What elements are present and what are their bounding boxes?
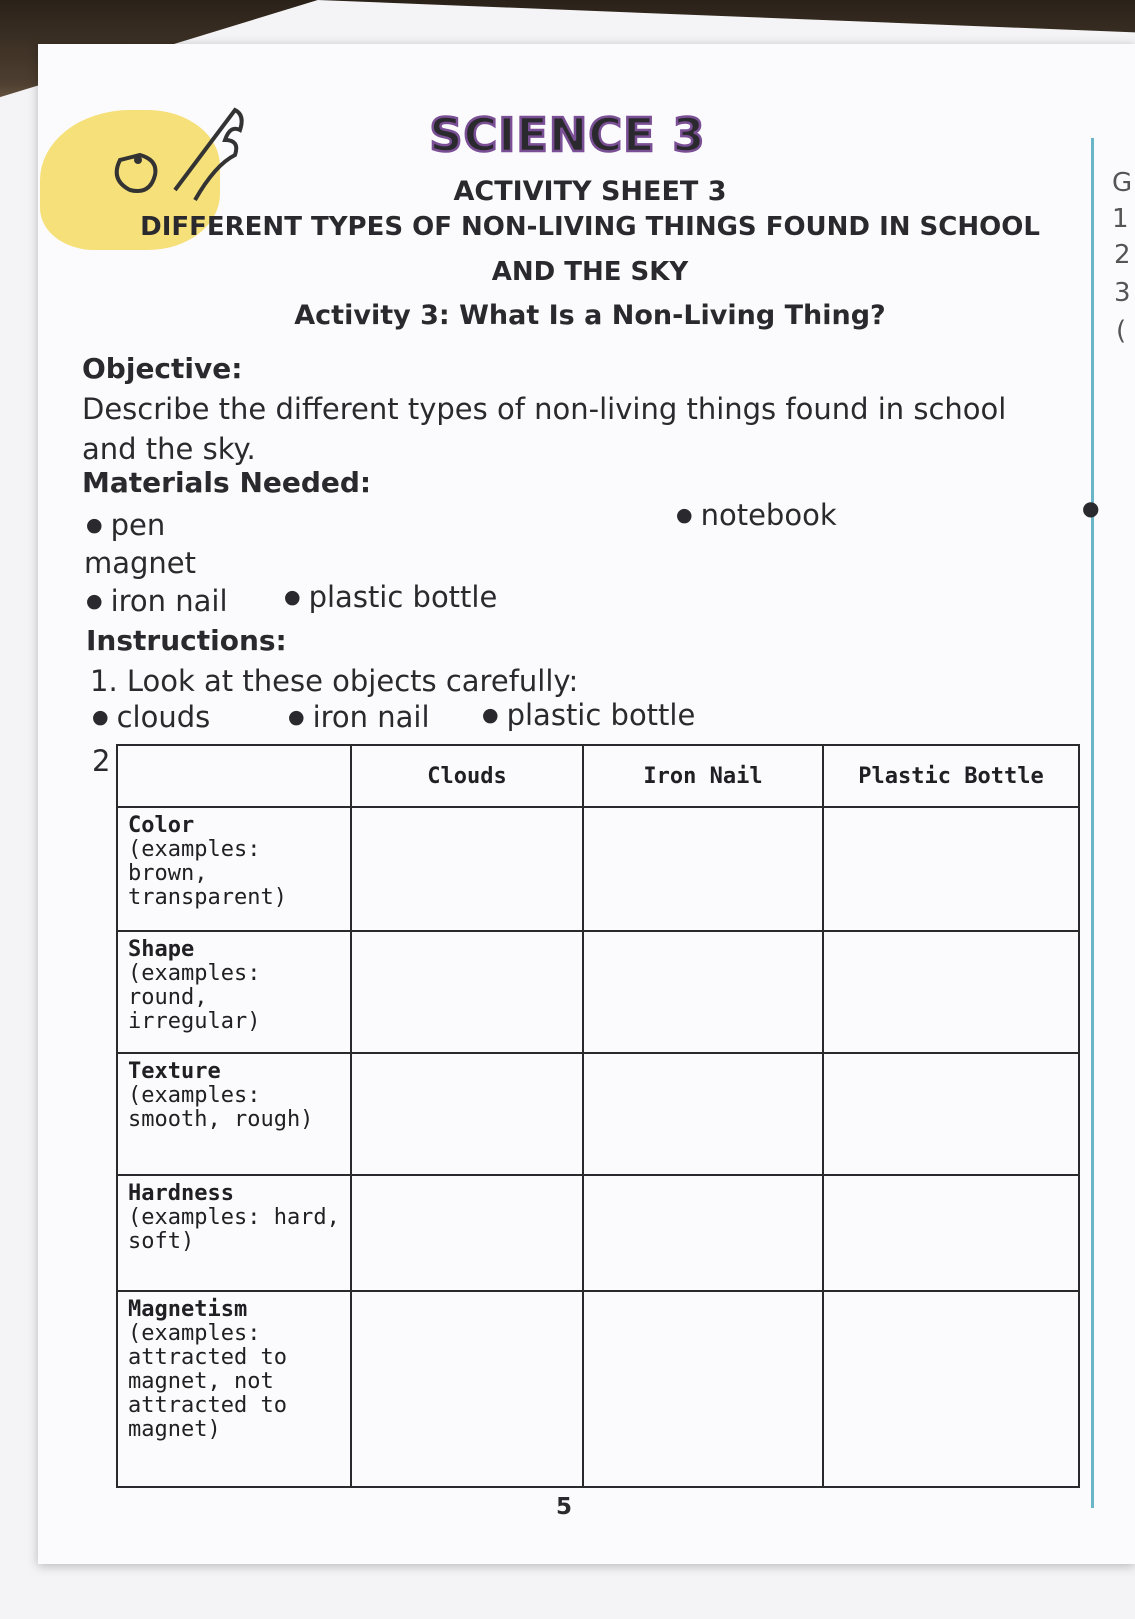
answer-cell[interactable] — [351, 1175, 583, 1291]
row-label-detail: (examples: brown, transparent) — [128, 837, 287, 910]
material-item: ● notebook — [676, 498, 837, 532]
row-label-cell — [117, 1053, 351, 1175]
answer-cell[interactable] — [583, 1175, 823, 1291]
table-row — [117, 807, 1079, 931]
table-row — [117, 1291, 1079, 1487]
answer-cell[interactable] — [823, 931, 1079, 1053]
table-header-cell: Plastic Bottle — [823, 745, 1079, 807]
objective-text-line2: and the sky. — [82, 432, 256, 466]
activity-sheet-number: ACTIVITY SHEET 3 — [453, 176, 727, 207]
lesson-title-line1: DIFFERENT TYPES OF NON-LIVING THINGS FOUND IN SCHOOL — [140, 212, 1040, 242]
answer-cell[interactable] — [823, 1291, 1079, 1487]
side-mark: 1 — [1112, 204, 1129, 234]
row-label: Hardness — [128, 1181, 234, 1206]
answer-cell[interactable] — [583, 1291, 823, 1487]
row-label: Magnetism — [128, 1297, 248, 1322]
row-label-cell — [117, 1291, 351, 1487]
material-item: magnet — [84, 546, 197, 580]
table-row — [117, 931, 1079, 1053]
answer-cell[interactable] — [583, 1053, 823, 1175]
table-header-cell: Iron Nail — [583, 745, 823, 807]
page-number: 5 — [556, 1494, 573, 1520]
row-label-cell — [117, 807, 351, 931]
objective-heading: Objective: — [82, 352, 243, 385]
materials-heading: Materials Needed: — [82, 466, 372, 499]
answer-cell[interactable] — [351, 1291, 583, 1487]
answer-cell[interactable] — [583, 931, 823, 1053]
row-label: Texture — [128, 1059, 221, 1084]
row-label-detail: (examples: hard, soft) — [128, 1205, 340, 1254]
side-mark: G — [1112, 168, 1133, 198]
table-header-cell — [117, 745, 351, 807]
row-label: Shape — [128, 937, 195, 962]
row-label: Color — [128, 813, 195, 838]
answer-cell[interactable] — [351, 807, 583, 931]
bullet-icon: ● — [1082, 496, 1100, 520]
row-label-detail: (examples: smooth, rough) — [128, 1083, 314, 1132]
answer-cell[interactable] — [823, 1053, 1079, 1175]
material-item: ● plastic bottle — [284, 580, 497, 614]
side-mark: 3 — [1114, 278, 1131, 308]
activity-title: Activity 3: What Is a Non-Living Thing? — [294, 300, 886, 331]
page-title: SCIENCE 3 — [429, 108, 706, 162]
answer-cell[interactable] — [351, 931, 583, 1053]
row-label-detail: (examples: attracted to magnet, not attracted to magnet) — [128, 1321, 287, 1442]
answer-cell[interactable] — [583, 807, 823, 931]
table-header-row — [117, 745, 1079, 807]
side-mark: ( — [1116, 316, 1127, 346]
answer-cell[interactable] — [351, 1053, 583, 1175]
material-item: ● iron nail — [86, 584, 228, 618]
side-mark: 2 — [1114, 240, 1131, 270]
row-label-detail: (examples: round, irregular) — [128, 961, 261, 1034]
lesson-title-line2: AND THE SKY — [491, 257, 689, 287]
instruction-step1: 1. Look at these objects carefully: — [90, 664, 579, 698]
material-item: ● pen — [86, 508, 165, 542]
answer-cell[interactable] — [823, 1175, 1079, 1291]
instruction-step2-number: 2 — [92, 744, 111, 778]
observation-table — [116, 744, 1080, 1488]
instructions-heading: Instructions: — [86, 624, 287, 657]
objective-text-line1: Describe the different types of non-living things found in school — [82, 392, 1007, 426]
object-item: ● clouds — [92, 700, 210, 734]
table-row — [117, 1053, 1079, 1175]
page-edge-rule — [1091, 138, 1094, 1508]
table-header-cell: Clouds — [351, 745, 583, 807]
object-item: ● plastic bottle — [482, 698, 695, 732]
answer-cell[interactable] — [823, 807, 1079, 931]
table-row — [117, 1175, 1079, 1291]
object-item: ● iron nail — [288, 700, 430, 734]
row-label-cell — [117, 1175, 351, 1291]
row-label-cell — [117, 931, 351, 1053]
